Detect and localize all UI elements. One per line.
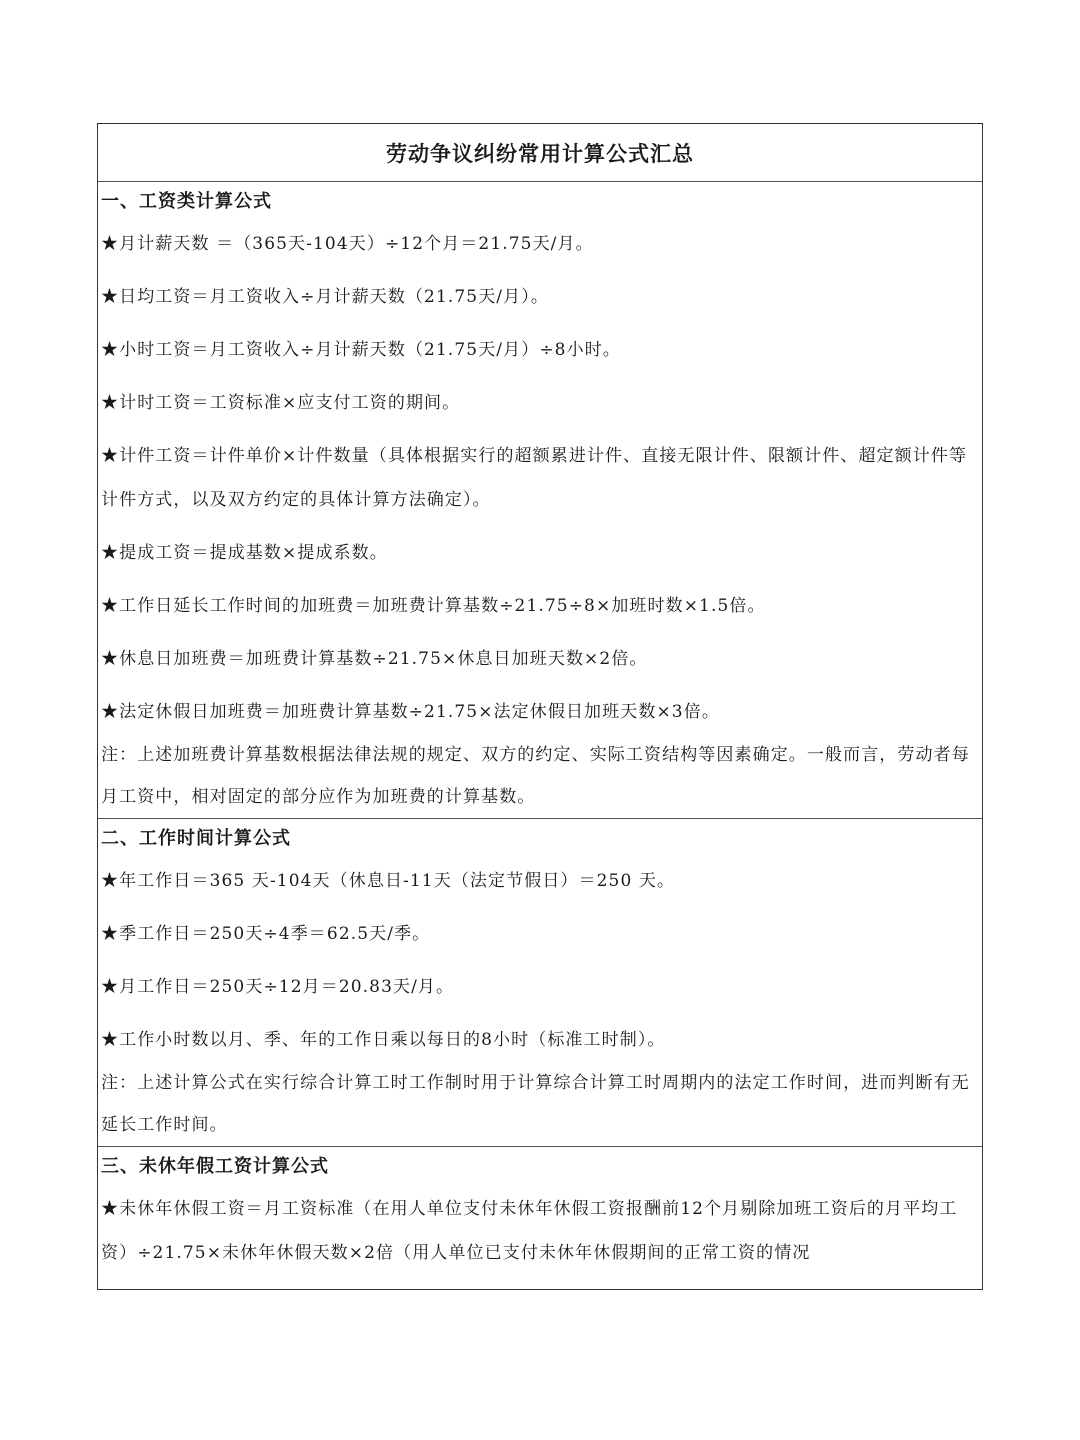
page-title: 劳动争议纠纷常用计算公式汇总 bbox=[386, 141, 694, 166]
formula-item: ★休息日加班费＝加班费计算基数÷21.75×休息日加班天数×2倍。 bbox=[101, 649, 648, 669]
formula-item: ★计时工资＝工资标准×应支付工资的期间。 bbox=[101, 393, 461, 413]
formula-item: ★季工作日＝250天÷4季＝62.5天/季。 bbox=[101, 924, 431, 944]
section-heading: 一、工资类计算公式 bbox=[101, 191, 272, 212]
formula-item: ★工作日延长工作时间的加班费＝加班费计算基数÷21.75÷8×加班时数×1.5倍。 bbox=[101, 596, 766, 616]
formula-item: ★月工作日＝250天÷12月＝20.83天/月。 bbox=[101, 977, 455, 997]
formula-item: ★未休年休假工资＝月工资标准（在用人单位支付未休年休假工资报酬前12个月剔除加班工资后的月平均工资）÷21.75×未休年休假天数×2倍（用人单位已支付未休年休假期间的正常工资的情况 bbox=[101, 1199, 958, 1263]
section-note: 注：上述加班费计算基数根据法律法规的规定、双方的约定、实际工资结构等因素确定。一般而言，劳动者每月工资中，相对固定的部分应作为加班费的计算基数。 bbox=[101, 745, 970, 807]
formula-item: ★日均工资＝月工资收入÷月计薪天数（21.75天/月）。 bbox=[101, 287, 549, 307]
section-annual-leave bbox=[98, 1147, 982, 1275]
formula-item: ★计件工资＝计件单价×计件数量（具体根据实行的超额累进计件、直接无限计件、限额计件、超定额计件等计件方式，以及双方约定的具体计算方法确定）。 bbox=[101, 446, 968, 510]
section-wages bbox=[98, 182, 982, 819]
formula-item: ★提成工资＝提成基数×提成系数。 bbox=[101, 543, 388, 563]
formula-item: ★工作小时数以月、季、年的工作日乘以每日的8小时（标准工时制）。 bbox=[101, 1030, 666, 1050]
section-work-time bbox=[98, 819, 982, 1147]
formula-item: ★月计薪天数 ＝（365天-104天）÷12个月＝21.75天/月。 bbox=[101, 234, 594, 254]
title-row bbox=[98, 124, 982, 182]
section-heading: 二、工作时间计算公式 bbox=[101, 828, 291, 849]
section-note: 注：上述计算公式在实行综合计算工时工作制时用于计算综合计算工时周期内的法定工作时间，进而判断有无延长工作时间。 bbox=[101, 1073, 970, 1135]
formula-item: ★法定休假日加班费＝加班费计算基数÷21.75×法定休假日加班天数×3倍。 bbox=[101, 702, 720, 722]
formula-item: ★小时工资＝月工资收入÷月计薪天数（21.75天/月）÷8小时。 bbox=[101, 340, 621, 360]
section-heading: 三、未休年假工资计算公式 bbox=[101, 1156, 329, 1177]
formula-table bbox=[97, 123, 983, 1290]
formula-item: ★年工作日＝365 天-104天（休息日-11天（法定节假日）＝250 天。 bbox=[101, 871, 676, 891]
